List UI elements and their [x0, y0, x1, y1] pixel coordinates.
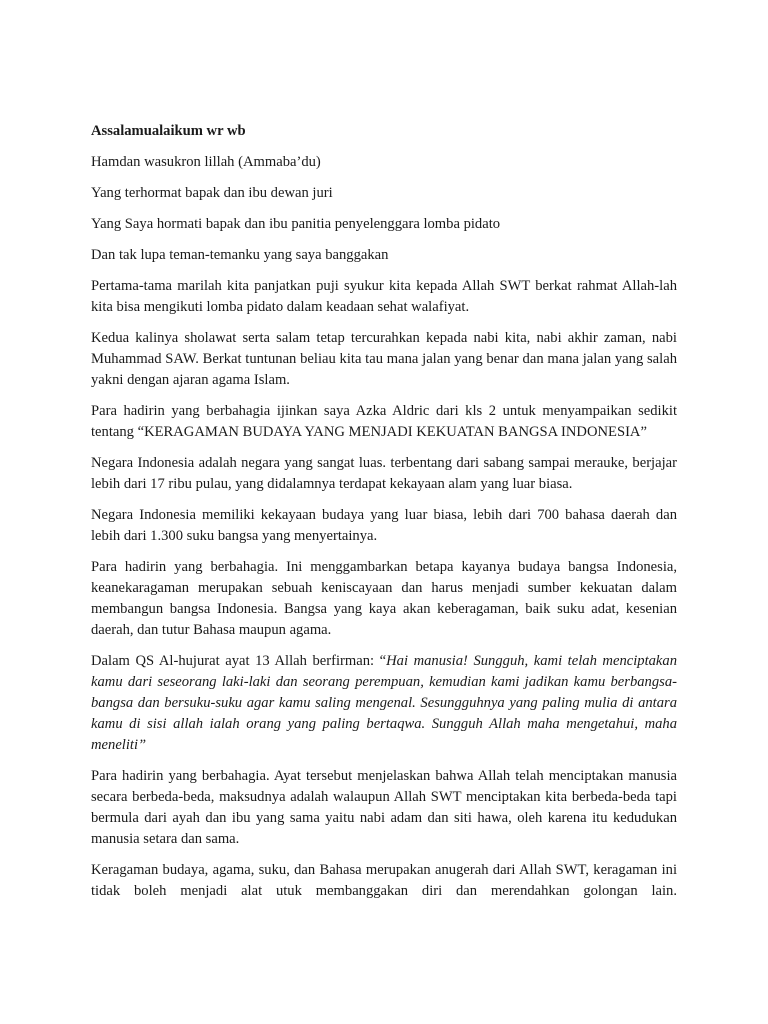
quran-quote-paragraph [91, 651, 677, 756]
paragraph: Para hadirin yang berbahagia ijinkan saya Azka Aldric dari kls 2 untuk menyampaikan sedikit tentang “KERAGAMAN BUDAYA YANG MENJADI KEKUATAN BANGSA INDONESIA” [91, 403, 677, 440]
paragraph: Para hadirin yang berbahagia. Ayat tersebut menjelaskan bahwa Allah telah menciptakan manusia secara berbeda-beda, maksudnya adalah walaupun Allah SWT menciptakan kita berbeda-beda tapi bermula dari ayah dan ibu yang sama yaitu nabi adam dan siti hawa, oleh karena itu kedudukan manusia setara dan sama. [91, 768, 677, 847]
paragraph: Negara Indonesia adalah negara yang sangat luas. terbentang dari sabang sampai merauke, berjajar lebih dari 17 ribu pulau, yang didalamnya terdapat kekayaan alam yang luar biasa. [91, 455, 677, 492]
paragraph: Negara Indonesia memiliki kekayaan budaya yang luar biasa, lebih dari 700 bahasa daerah dan lebih dari 1.300 suku bangsa yang menyertainya. [91, 507, 677, 544]
quote-text: Hai manusia! Sungguh, kami telah menciptakan kamu dari seseorang laki-laki dan seorang perempuan, kemudian kami jadikan kamu berbangsa-bangsa dan bersuku-suku agar kamu saling mengenal. Sesungguhnya yang paling mulia di antara kamu di sisi allah ialah orang yang paling bertaqwa. Sungguh Allah maha mengetahui, maha meneliti” [91, 653, 677, 753]
greeting-line: Hamdan wasukron lillah (Ammaba’du) [91, 154, 321, 170]
greeting-line: Yang terhormat bapak dan ibu dewan juri [91, 185, 333, 201]
speech-title: Assalamualaikum wr wb [91, 123, 246, 139]
paragraph: Kedua kalinya sholawat serta salam tetap tercurahkan kepada nabi kita, nabi akhir zaman, nabi Muhammad SAW. Berkat tuntunan beliau kita tau mana jalan yang benar dan mana jalan yang salah yakni dengan ajaran agama Islam. [91, 330, 677, 388]
document-page [91, 121, 677, 912]
paragraph: Pertama-tama marilah kita panjatkan puji syukur kita kepada Allah SWT berkat rahmat Allah-lah kita bisa mengikuti lomba pidato dalam keadaan sehat walafiyat. [91, 278, 677, 315]
quote-intro: Dalam QS Al-hujurat ayat 13 Allah berfirman: “ [91, 653, 387, 669]
paragraph: Para hadirin yang berbahagia. Ini menggambarkan betapa kayanya budaya bangsa Indonesia, keanekaragaman merupakan sebuah keniscayaan dan harus menjadi sumber kekuatan dalam membangun bangsa Indonesia. Bangsa yang kaya akan keberagaman, baik suku adat, kesenian daerah, dan tutur Bahasa maupun agama. [91, 559, 677, 638]
greeting-line: Dan tak lupa teman-temanku yang saya banggakan [91, 247, 389, 263]
greeting-line: Yang Saya hormati bapak dan ibu panitia penyelenggara lomba pidato [91, 216, 501, 232]
paragraph: Keragaman budaya, agama, suku, dan Bahasa merupakan anugerah dari Allah SWT, keragaman ini tidak boleh menjadi alat utuk membanggakan diri dan merendahkan golongan lain. [91, 862, 677, 899]
